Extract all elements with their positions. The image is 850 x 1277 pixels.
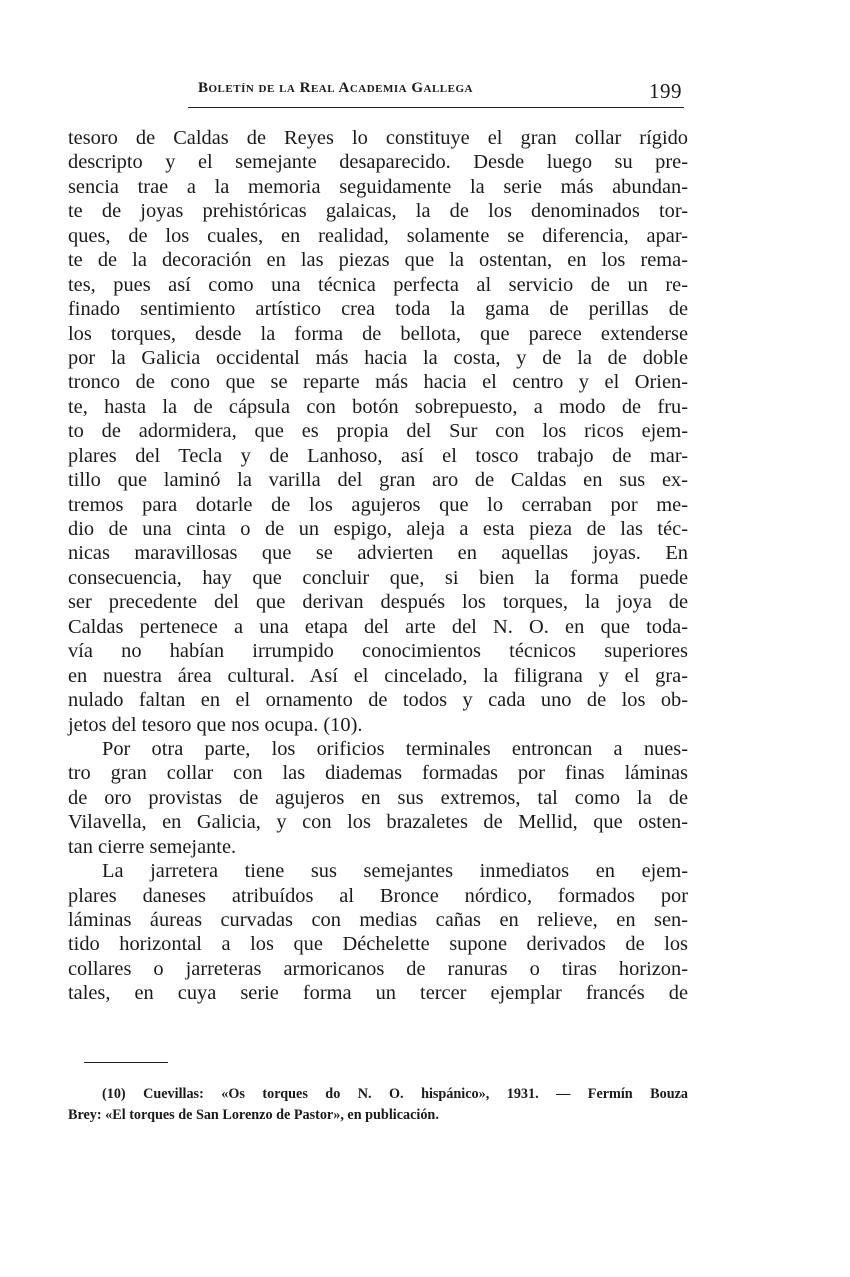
text-line: collares o jarreteras armoricanos de ranuras o tiras horizon- [68,957,688,980]
text-line: de oro provistas de agujeros en sus extremos, tal como la de [68,786,688,809]
text-line: Vilavella, en Galicia, y con los brazaletes de Mellid, que osten- [68,811,688,834]
text-line: tro gran collar con las diademas formadas por finas láminas [68,762,688,785]
text-line: tan cierre semejante. [68,835,237,858]
text-line: te, hasta la de cápsula con botón sobrepuesto, a modo de fru- [68,395,688,418]
text-line: por la Galicia occidental más hacia la costa, y de la de doble [68,346,688,369]
text-line: nulado faltan en el ornamento de todos y cada uno de los ob- [68,689,688,712]
text-line: tremos para dotarle de los agujeros que lo cerraban por me- [68,493,688,516]
text-line: nicas maravillosas que se advierten en aquellas joyas. En [68,542,688,565]
text-line: los torques, desde la forma de bellota, que parece extenderse [68,322,688,345]
text-line: tido horizontal a los que Déchelette supone derivados de los [68,933,688,956]
text-line: dio de una cinta o de un espigo, aleja a esta pieza de las téc- [68,518,688,540]
footnote-rule [84,1062,168,1063]
header-rule [188,107,684,108]
footnote-line: Brey: «El torques de San Lorenzo de Pastor», en publicación. [68,1107,439,1123]
text-line: finado sentimiento artístico crea toda la gama de perillas de [68,298,688,321]
text-line: te de la decoración en las piezas que la ostentan, en los rema- [68,249,688,272]
text-line: tronco de cono que se reparte más hacia el centro y el Orien- [68,371,688,394]
text-line: te de joyas prehistóricas galaicas, la de los denominados tor- [68,200,688,223]
text-line: tes, pues así como una técnica perfecta al servicio de un re- [68,273,688,296]
text-line: tillo que laminó la varilla del gran aro de Caldas en sus ex- [68,469,688,492]
body-text [68,126,688,1006]
text-line: jetos del tesoro que nos ocupa. (10). [68,713,363,736]
text-line: to de adormidera, que es propia del Sur con los ricos ejem- [68,420,688,443]
journal-title: Boletín de la Real Academia Gallega [198,80,473,96]
text-line: Caldas pertenece a una etapa del arte del N. O. en que toda- [68,615,688,638]
footnote-line: (10) Cuevillas: «Os torques do N. O. hispánico», 1931. — Fermín Bouza [102,1086,688,1102]
text-line: La jarretera tiene sus semejantes inmediatos en ejem- [102,860,688,883]
text-line: tesoro de Caldas de Reyes lo constituye el gran collar rígido [68,127,688,149]
text-line: consecuencia, hay que concluir que, si bien la forma puede [68,566,688,589]
text-line: plares del Tecla y de Lanhoso, así el tosco trabajo de mar- [68,444,688,467]
text-line: Por otra parte, los orificios terminales entroncan a nues- [102,737,688,760]
running-head [198,79,682,103]
text-line: tales, en cuya serie forma un tercer ejemplar francés de [68,982,688,1005]
text-line: en nuestra área cultural. Así el cincelado, la filigrana y el gra- [68,664,688,687]
footnotes [68,1084,688,1126]
text-line: ser precedente del que derivan después los torques, la joya de [68,591,688,614]
text-line: descripto y el semejante desaparecido. Desde luego su pre- [68,151,688,174]
text-line: sencia trae a la memoria seguidamente la serie más abundan- [68,175,688,198]
text-line: láminas áureas curvadas con medias cañas en relieve, en sen- [68,909,688,931]
text-line: vía no habían irrumpido conocimientos técnicos superiores [68,640,688,663]
text-line: ques, de los cuales, en realidad, solamente se diferencia, apar- [68,224,688,247]
page-number: 199 [649,79,682,103]
text-line: plares daneses atribuídos al Bronce nórdico, formados por [68,884,688,907]
